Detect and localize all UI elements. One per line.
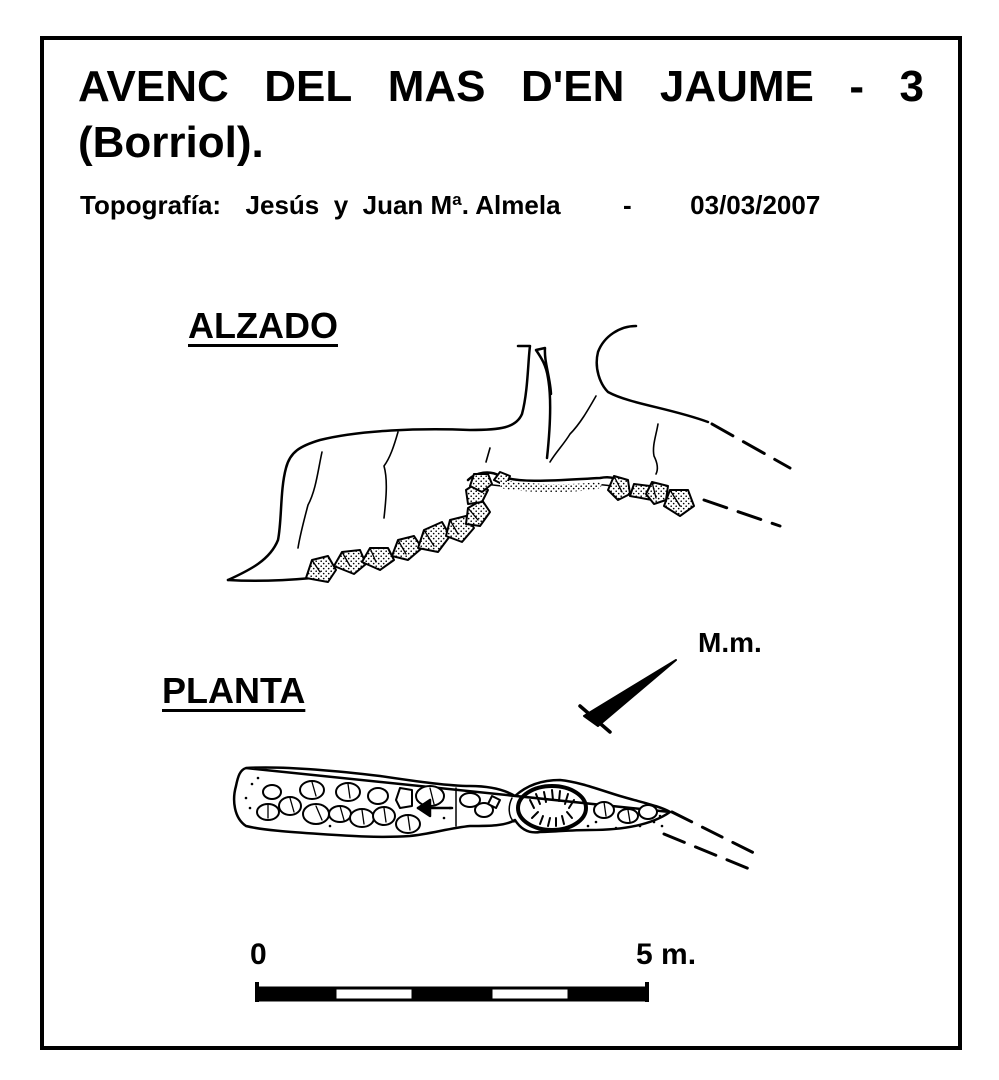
elevation-shaft-right-wall bbox=[536, 348, 551, 458]
scale-bar-segment bbox=[569, 988, 647, 1000]
credits-label: Topografía: bbox=[80, 190, 222, 220]
title-word: - bbox=[849, 62, 865, 111]
title-word: MAS bbox=[387, 62, 486, 111]
elevation-gravel-fill bbox=[500, 480, 602, 492]
scale-bar-segment bbox=[335, 988, 413, 1000]
plan-section-label: PLANTA bbox=[162, 670, 306, 711]
elevation-boulders bbox=[306, 472, 694, 582]
title-word: 3 bbox=[899, 62, 924, 111]
north-arrow-label: M.m. bbox=[698, 627, 762, 658]
scale-bar-segment bbox=[491, 988, 569, 1000]
north-arrow-icon bbox=[580, 660, 676, 732]
scale-start-label: 0 bbox=[250, 938, 267, 971]
title-word: JAUME bbox=[659, 62, 814, 111]
elevation-second-shaft-outline bbox=[597, 326, 708, 422]
scale-end-label: 5 m. bbox=[636, 938, 697, 971]
plan-shaft-hachures bbox=[530, 790, 574, 826]
elevation-passage-continuation bbox=[704, 424, 790, 526]
scale-bar bbox=[257, 982, 647, 1002]
elevation-section bbox=[228, 326, 790, 582]
title-word: AVENC bbox=[78, 62, 229, 111]
scale-bar-segment bbox=[257, 988, 335, 1000]
elevation-section-label: ALZADO bbox=[188, 305, 338, 346]
title-word: DEL bbox=[264, 62, 353, 111]
credits-authors: Jesús y Juan Mª. Almela bbox=[245, 190, 561, 220]
scale-bar-segment bbox=[413, 988, 491, 1000]
elevation-ceiling-outline bbox=[228, 346, 530, 580]
title-line-2: (Borriol). bbox=[78, 118, 264, 167]
title-word: D'EN bbox=[521, 62, 625, 111]
credits-date: 03/03/2007 bbox=[690, 190, 821, 220]
credits-dash: - bbox=[623, 190, 632, 220]
plan-section bbox=[234, 767, 760, 870]
plan-passage-continuation bbox=[664, 812, 760, 870]
